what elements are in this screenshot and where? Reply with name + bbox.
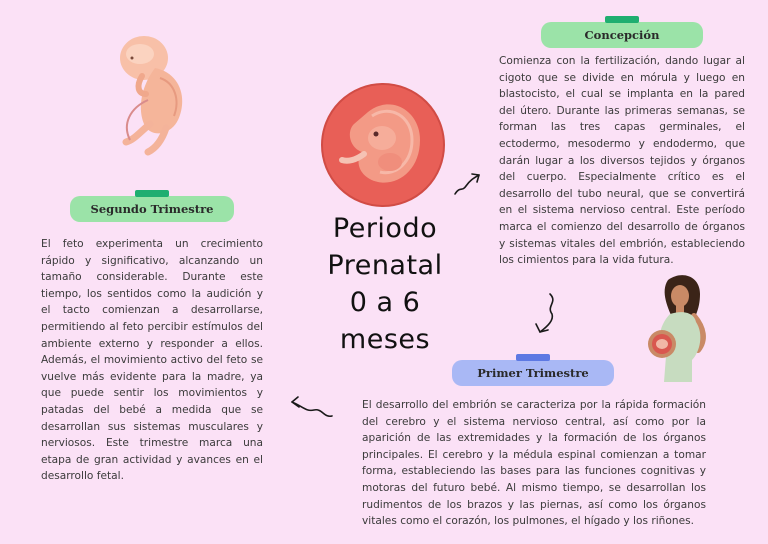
page-title xyxy=(300,210,470,358)
pregnant-woman-illustration xyxy=(648,272,718,382)
arrow-icon xyxy=(528,292,562,336)
primer-trimestre-label-text: Primer Trimestre xyxy=(477,366,589,380)
primer-trimestre-tab xyxy=(516,354,550,361)
segundo-trimestre-label-text: Segundo Trimestre xyxy=(90,202,214,216)
fetus-illustration xyxy=(100,28,210,158)
title-line-4: meses xyxy=(339,324,431,355)
concepcion-label-text: Concepción xyxy=(584,28,660,42)
arrow-icon xyxy=(288,394,334,420)
segundo-trimestre-label xyxy=(70,196,234,222)
title-line-2: Prenatal xyxy=(327,250,443,281)
arrow-icon xyxy=(452,170,482,200)
title-line-3: 0 a 6 xyxy=(349,287,421,318)
segundo-trimestre-text: El feto experimenta un crecimiento rápido y significativo, alcanzando un tamaño considerable. Durante este tiempo, los sentidos como la audición y el tacto comienzan a desarrollarse, permitiendo al feto percibir estímulos del ambiente externo y responder a ellos. Además, el movimiento activo del feto se vuelve más evidente para la madre, ya que puede sentir los movimientos y patadas del bebé a medida que se desarrollan sus sistemas musculares y nerviosos. Este trimestre marca una etapa de gran actividad y avances en el desarrollo fetal. xyxy=(41,238,263,483)
primer-trimestre-text: El desarrollo del embrión se caracteriza por la rápida formación del cerebro y el sistema nervioso central, así como por la aparición de las extremidades y la formación de los órganos principales. El cerebro y la médula espinal comienzan a tomar forma, estableciendo las bases para las funciones cognitivas y motoras del futuro bebé. Al mismo tiempo, se desarrollan los rudimentos de los brazos y las piernas, así como los órganos vitales como el corazón, los pulmones, el hígado y los riñones. xyxy=(362,399,706,528)
segundo-trimestre-tab xyxy=(135,190,169,197)
concepcion-label xyxy=(541,22,703,48)
primer-trimestre-label xyxy=(452,360,614,386)
embryo-circle-illustration xyxy=(320,82,446,208)
title-line-1: Periodo xyxy=(332,213,438,244)
concepcion-text: Comienza con la fertilización, dando lugar al cigoto que se divide en mórula y luego en blastocisto, el cual se implanta en la pared del útero. Durante las primeras semanas, se forman las tres capas germinales, el ectodermo, mesodermo y endodermo, que darán lugar a los diversos tejidos y órganos del cuerpo. Especialmente crítico es el desarrollo del tubo neural, que se convertirá en el sistema nervioso central. Este período marca el comienzo del desarrollo de órganos y sistemas vitales del embrión, estableciendo los cimientos para la vida futura. xyxy=(499,55,745,267)
concepcion-tab xyxy=(605,16,639,23)
